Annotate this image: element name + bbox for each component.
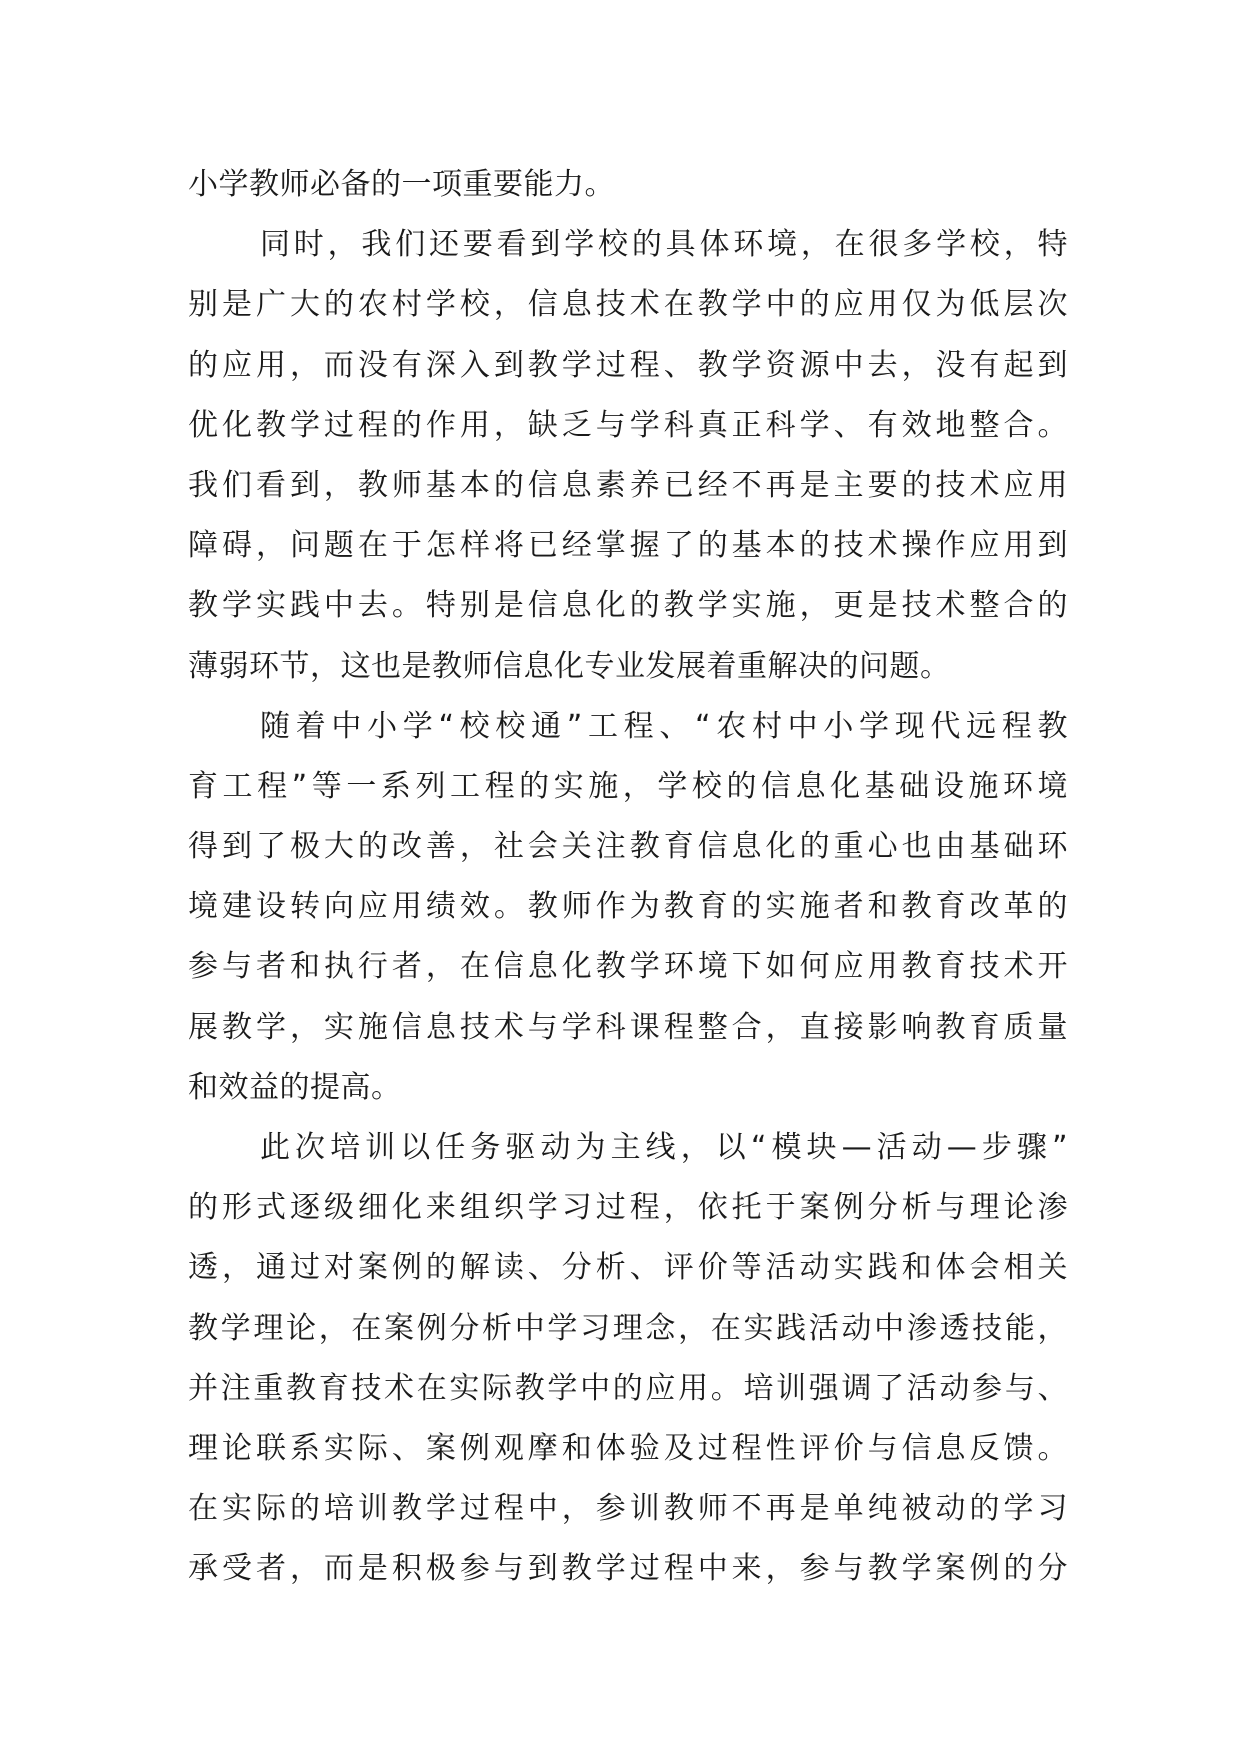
text-line: 我们看到，教师基本的信息素养已经不再是主要的技术应用 — [188, 467, 1068, 503]
paragraph-first-line: 同时，我们还要看到学校的具体环境，在很多学校，特 — [260, 227, 1068, 263]
text-line: 别是广大的农村学校，信息技术在教学中的应用仅为低层次 — [188, 287, 1068, 323]
text-line: 得到了极大的改善，社会关注教育信息化的重心也由基础环 — [188, 829, 1068, 865]
paragraph-first-line: 随着中小学“校校通”工程、“农村中小学现代远程教 — [260, 708, 1068, 744]
text-line: 理论联系实际、案例观摩和体验及过程性评价与信息反馈。 — [188, 1430, 1068, 1466]
text-line: 承受者，而是积极参与到教学过程中来，参与教学案例的分 — [188, 1551, 1068, 1587]
text-line: 参与者和执行者，在信息化教学环境下如何应用教育技术开 — [188, 949, 1068, 985]
text-line: 和效益的提高。 — [188, 1069, 402, 1105]
text-line: 障碍，问题在于怎样将已经掌握了的基本的技术操作应用到 — [188, 528, 1068, 564]
text-line: 优化教学过程的作用，缺乏与学科真正科学、有效地整合。 — [188, 407, 1068, 443]
text-line: 教学理论，在案例分析中学习理念，在实践活动中渗透技能， — [188, 1310, 1068, 1346]
text-line: 的应用，而没有深入到教学过程、教学资源中去，没有起到 — [188, 347, 1068, 383]
body-text — [188, 155, 1068, 1600]
text-line: 透，通过对案例的解读、分析、评价等活动实践和体会相关 — [188, 1250, 1068, 1286]
text-line: 展教学，实施信息技术与学科课程整合，直接影响教育质量 — [188, 1009, 1068, 1045]
text-line: 薄弱环节，这也是教师信息化专业发展着重解决的问题。 — [188, 648, 951, 684]
text-line: 小学教师必备的一项重要能力。 — [188, 167, 615, 202]
text-line: 的形式逐级细化来组织学习过程，依托于案例分析与理论渗 — [188, 1190, 1068, 1226]
text-line: 在实际的培训教学过程中，参训教师不再是单纯被动的学习 — [188, 1491, 1068, 1527]
text-line: 境建设转向应用绩效。教师作为教育的实施者和教育改革的 — [188, 889, 1068, 925]
text-line: 教学实践中去。特别是信息化的教学实施，更是技术整合的 — [188, 588, 1068, 624]
paragraph-first-line: 此次培训以任务驱动为主线，以“模块—活动—步骤” — [260, 1130, 1068, 1165]
text-line: 并注重教育技术在实际教学中的应用。培训强调了活动参与、 — [188, 1370, 1068, 1406]
text-line: 育工程”等一系列工程的实施，学校的信息化基础设施环境 — [188, 768, 1068, 804]
